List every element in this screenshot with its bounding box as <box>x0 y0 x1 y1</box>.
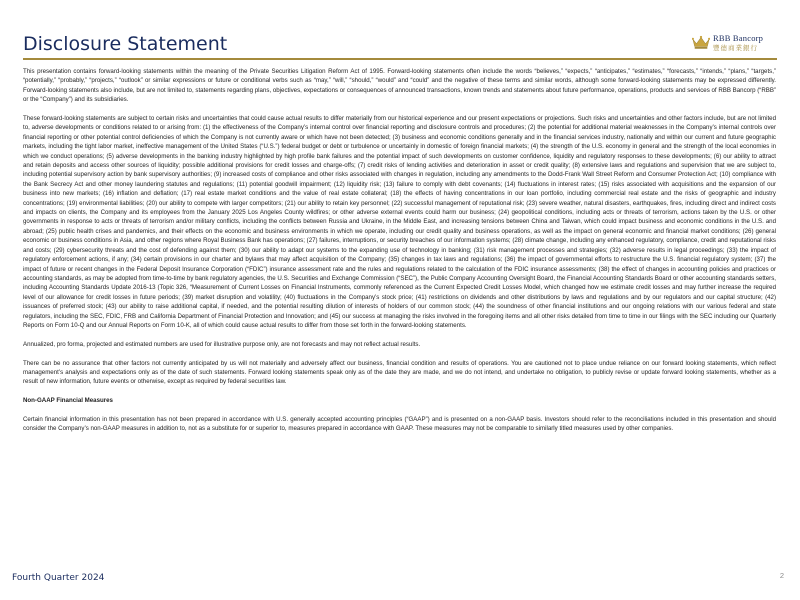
non-gaap-heading: Non-GAAP Financial Measures <box>23 397 113 405</box>
risk-factors-paragraph: These forward-looking statements are subject to certain risks and uncertainties that could cause actual results to differ materially from our historical experience and our present expectations or projections. Such risks and uncertainties and other factors include, but are not limited to, adverse developments or conditions related to or arising from: (1) the effectiveness of the Company’s internal control over financial reporting and disclosure controls and procedures; (2) the potential for additional material weaknesses in the Company’s internal controls over financial reporting or other potential control deficiencies of which the Company is not currently aware or which have not been detected; (3) business and economic conditions generally and in the financial services industry, nationally and within our current and future geographic markets, including the tight labor market, ineffective management of the United States (“U.S.”) federal budget or debt or turbulence or uncertainly in domestic of foreign financial markets; (4) the strength of the U.S. economy in general and the strength of the local economies in which we conduct operations; (5) adverse developments in the banking industry highlighted by high profile bank failures and the potential impact of such developments on customer confidence, liquidity and regulatory responses to these developments; (6) our ability to attract and retain deposits and access other sources of liquidity; possible additional provisions for credit losses and charge-offs; (7) credit risks of lending activities and deterioration in asset or credit quality; (8) extensive laws and regulations and supervision that we are subject to, including potential supervisory action by bank supervisory authorities; (9) increased costs of compliance and other risks associated with changes in regulation, including any amendments to the Dodd-Frank Wall Street Reform and Consumer Protection Act; (10) compliance with the Bank Secrecy Act and other money laundering statutes and regulations; (11) potential goodwill impairment; (12) liquidity risk; (13) failure to comply with debt covenants; (14) fluctuations in interest rates; (15) risks associated with acquisitions and the expansion of our business into new markets; (16) inflation and deflation; (17) real estate market conditions and the value of real estate collateral; (18) the effects of having concentrations in our loan portfolio, including commercial real estate and the risks of geographic and industry concentrations; (19) environmental liabilities; (20) our ability to compete with larger competitors; (21) our ability to retain key personnel; (22) successful management of reputational risk; (23) severe weather, natural disasters, earthquakes, fires, including direct and indirect costs and impacts on clients, the Company and its employees from the January 2025 Los Angeles County wildfires; or other adverse external events could harm our business; (24) geopolitical conditions, including acts or threats of terrorism, actions taken by the U.S. or other governments in response to acts or threats of terrorism and/or military conflicts, including the conflicts between Russia and Ukraine, in the Middle East, and increasing tensions between China and Taiwan, which could impact business and economic conditions in the U.S. and abroad; (25) public health crises and pandemics, and their effects on the economic and business environments in which we operate, including our credit quality and business operations, as well as the impact on general economic and financial market conditions; (26) general economic or business conditions in Asia, and other regions where Royal Business Bank has operations; (27) failures, interruptions, or security breaches of our information systems; (28) climate change, including any enhanced regulatory, compliance, credit and reputational risks and costs; (29) cybersecurity threats and the cost of defending against them; (30) our ability to adapt our systems to the expanding use of technology in banking; (31) risk management processes and strategies; (32) adverse results in legal proceedings; (33) the impact of regulatory enforcement actions, if any; (34) certain provisions in our charter and bylaws that may affect acquisition of the Company; (35) changes in tax laws and regulations; (36) the impact of governmental efforts to restructure the U.S. financial regulatory system; (37) the impact of future or recent changes in the Federal Deposit Insurance Corporation (“FDIC”) insurance assessment rate and the rules and regulations related to the calculation of the FDIC insurance assessments; (38) the effect of changes in accounting policies and practices or accounting standards, as may be adopted from time-to-time by bank regulatory agencies, the U.S. Securities and Exchange Commission (“SEC”), the Public Company Accounting Oversight Board, the Financial Accounting Standards Board or other accounting standards setters, including Accounting Standards Update 2016-13 (Topic 326, “Measurement of Current Losses on Financial Instruments, commonly referenced as the Current Expected Credit Losses Model, which changed how we estimate credit losses and may further increase the required level of our allowance for credit losses in future periods; (39) market disruption and volatility; (40) fluctuations in the Company’s stock price; (41) restrictions on dividends and other distributions by laws and regulations and by our regulators and our capital structure; (42) issuances of preferred stock; (43) our ability to raise additional capital, if needed, and the potential resulting dilution of interests of holders of our common stock; (44) the soundness of other financial institutions and our ongoing relations with our various federal and state regulators, including the SEC, FDIC, FRB and California Department of Financial Protection and Innovation; and (45) our success at managing the risks involved in the foregoing items and all other risks detailed from time to time in our filings with the SEC including our Quarterly Reports on Form 10-Q and our Annual Reports on Form 10-K, all of which could cause actual results to differ from those set forth in the forward-looking statements. <box>23 115 776 329</box>
logo-name-zh: 豐德商業銀行 <box>713 43 758 52</box>
company-logo <box>692 34 792 52</box>
crown-icon <box>692 34 710 50</box>
disclosure-body <box>23 67 776 443</box>
non-gaap-paragraph: Certain financial information in this presentation has not been prepared in accordance with U.S. generally accepted accounting principles (“GAAP”) and is presented on a non-GAAP basis. Investors should refer to the reconciliations included in this presentation and should consider the Company’s non-GAAP measures in addition to, not as a substitute for or superior to, measures prepared in accordance with GAAP. These measures may not be comparable to similarly titled measures used by other companies. <box>23 415 776 433</box>
logo-name-en: RBB Bancorp <box>713 33 764 43</box>
forward-looking-intro-paragraph: This presentation contains forward-looking statements within the meaning of the Private Securities Litigation Reform Act of 1995. Forward-looking statements often include the words “believes,” “expects,” “anticipates,” “estimates,” “forecasts,” “intends,” “plans,” “targets,” “potentially,” “probably,” “projects,” “outlook” or similar expressions or future or conditional verbs such as “may,” “will,” “should,” “would” and “could” and the negative of these terms and similar words, although some forward-looking statements may be expressed differently. Forward-looking statements also include, but are not limited to, statements regarding plans, objectives, expectations or consequences of announced transactions, known trends and statements about future performance, operations, products and services of RBB Bancorp (“RBB” or the “Company”) and its subsidiaries. <box>23 68 776 104</box>
footer-period: Fourth Quarter 2024 <box>12 573 105 583</box>
illustrative-numbers-paragraph: Annualized, pro forma, projected and estimated numbers are used for illustrative purpose only, are not forecasts and may not reflect actual results. <box>23 340 421 348</box>
title-divider <box>23 58 777 60</box>
no-assurance-paragraph: There can be no assurance that other factors not currently anticipated by us will not materially and adversely affect our business, financial condition and results of operations. You are cautioned not to place undue reliance on our forward looking statements, which reflect management’s analysis and expectations only as of the date of such statements. Forward looking statements speak only as of the date they are made, and we do not intend, and undertake no obligation, to publicly revise or update forward looking statements, whether as a result of new information, future events or otherwise, except as required by federal securities law. <box>23 359 776 386</box>
page-title: Disclosure Statement <box>23 33 228 55</box>
page-number: 2 <box>779 571 784 580</box>
